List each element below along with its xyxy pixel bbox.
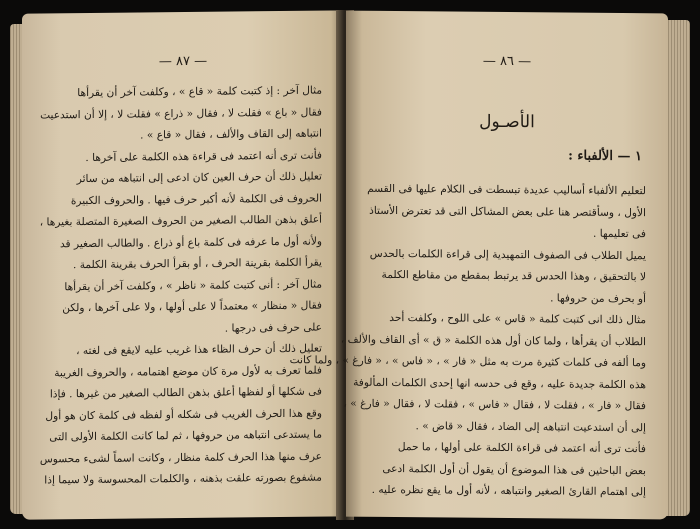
body-text bbox=[39, 81, 322, 492]
text-line: فقال « منظار » معتمداً لا على أولها ، ولا على آخرها ، ولكن bbox=[62, 299, 322, 315]
text-line: فأنت ترى أنه اعتمد فى قراءة هذه الكلمة على آخرها . bbox=[85, 149, 322, 164]
text-line: الحروف فى الكلمة لأنه أكبر حرف فيها . والحروف الكبيرة bbox=[70, 192, 322, 207]
text-line: فى شكلها أو لفظها أعلق بذهن الطالب الصغير من غيرها . فإذا bbox=[49, 385, 322, 401]
text-line: مثال آخر : أنى كتبت كلمة « ناظر » ، وكلفت آخر أن يقرأها bbox=[64, 278, 322, 293]
text-line: هذه الكلمة جديدة عليه ، وقع فى حدسه انها إحدى الكلمات المألوفة bbox=[353, 376, 646, 391]
text-line: ما يستدعى انتباهه من حروفها ، ثم لما كانت الكلمة الأولى التى bbox=[49, 428, 322, 444]
text-line: انتباهه إلى القاف والألف ، فقال « قاع » . bbox=[140, 127, 322, 142]
text-line: يقرأ الكلمة بقرينة الحرف ، أو بقرأ الحرف بقرينة الكلمة . bbox=[72, 256, 322, 272]
text-line: وقع هذا الحرف الغريب فى شكله أو لفظه فى كلمة كان هو أول bbox=[45, 407, 322, 422]
text-line: لتعليم الألفباء أساليب عديدة تبسطت فى الكلام عليها فى القسم bbox=[367, 182, 646, 198]
text-line: أو بحرف من حروفها . bbox=[550, 291, 646, 305]
section-title: ١ — الألفباء : bbox=[568, 148, 642, 165]
text-line: فقال « باع » فقلت لا ، فقال « ذراع » فقلت لا ، إلا أن استدعيت bbox=[40, 106, 322, 121]
text-line: وما ألفه فى كلمات كثيرة مرت به مثل « فار » ، « فاس » ، « فارغ » ، ولما كانت bbox=[289, 354, 646, 370]
body-text bbox=[289, 179, 646, 504]
text-line: الطلاب أن يقرأها ، ولما كان أول هذه الكلمة « ق » أى القاف والألف ، bbox=[340, 333, 646, 348]
text-line: على حرف فى درجها . bbox=[224, 321, 322, 335]
page-number: — ٨٦ — bbox=[482, 53, 532, 70]
text-line: إلى أن استدعيت انتباهه إلى الضاد ، فقال « قاض » . bbox=[415, 419, 646, 434]
text-line: تعليل ذلك أن حرف العين كان ادعى إلى انتباهه من سائر bbox=[76, 170, 322, 186]
text-line: فقال « فار » ، فقلت لا ، فقال « فاس » ، فقلت لا ، فقال « فارغ » ، bbox=[343, 397, 646, 413]
text-line: عرف منها هذا الحرف كلمة منظار ، وكانت اسماً لشىء محسوس bbox=[39, 450, 322, 465]
text-line: لا بالتحقيق ، وهذا الحدس قد يرتبط بمقطع من مقاطع الكلمة bbox=[381, 268, 646, 284]
chapter-heading: الأصـول bbox=[479, 111, 535, 133]
text-line: مثال ذلك انى كتبت كلمة « قاس » على اللوح ، وكلفت أحد bbox=[389, 311, 646, 327]
text-line: فأنت ترى أنه اعتمد فى قراءة الكلمة على أولها ، ما حمل bbox=[397, 441, 646, 456]
text-line: بعض الباحثين فى هذا الموضوع أن يقول أن أول الكلمة ادعى bbox=[382, 462, 646, 477]
text-line: فلما تعرف به لأول مرة كان موضع اهتمامه ، والحروف الغريبة bbox=[54, 364, 322, 379]
text-line: تعليل ذلك أن حرف الظاء هذا غريب عليه لايقع فى لغته ، bbox=[76, 342, 322, 358]
text-line: الأول ، وسأقتصر هنا على بعض المشاكل التى قد تعترض الأستاذ bbox=[369, 204, 646, 219]
right-page bbox=[289, 11, 668, 520]
text-line: إلى اهتمام القارئ الصغير وانتباهه ، لأنه أول ما يقع نظره عليه . bbox=[371, 483, 646, 499]
text-line: أعلق بذهن الطالب الصغير من الحروف الصغيرة المتصلة بغيرها ، bbox=[39, 213, 322, 229]
text-line: يميل الطلاب فى الصفوف التمهيدية إلى قراءة الكلمات بالحدس bbox=[369, 247, 646, 262]
text-line: مشفوع بصورته علقت بذهنه ، والكلمات المحسوسة ولا سيما إذا bbox=[44, 471, 322, 487]
open-book bbox=[4, 6, 694, 524]
text-line: مثال آخر : إذ كتبت كلمة « قاع » ، وكلفت آخر أن يقرأها bbox=[77, 84, 322, 100]
text-line: فى تعليمها . bbox=[593, 227, 646, 241]
left-page bbox=[22, 10, 344, 519]
text-line: ولأنه أول ما عرفه فى كلمة باع أو ذراع . والطالب الصغير قد bbox=[59, 235, 322, 250]
page-number: — ٨٧ — bbox=[158, 53, 208, 70]
